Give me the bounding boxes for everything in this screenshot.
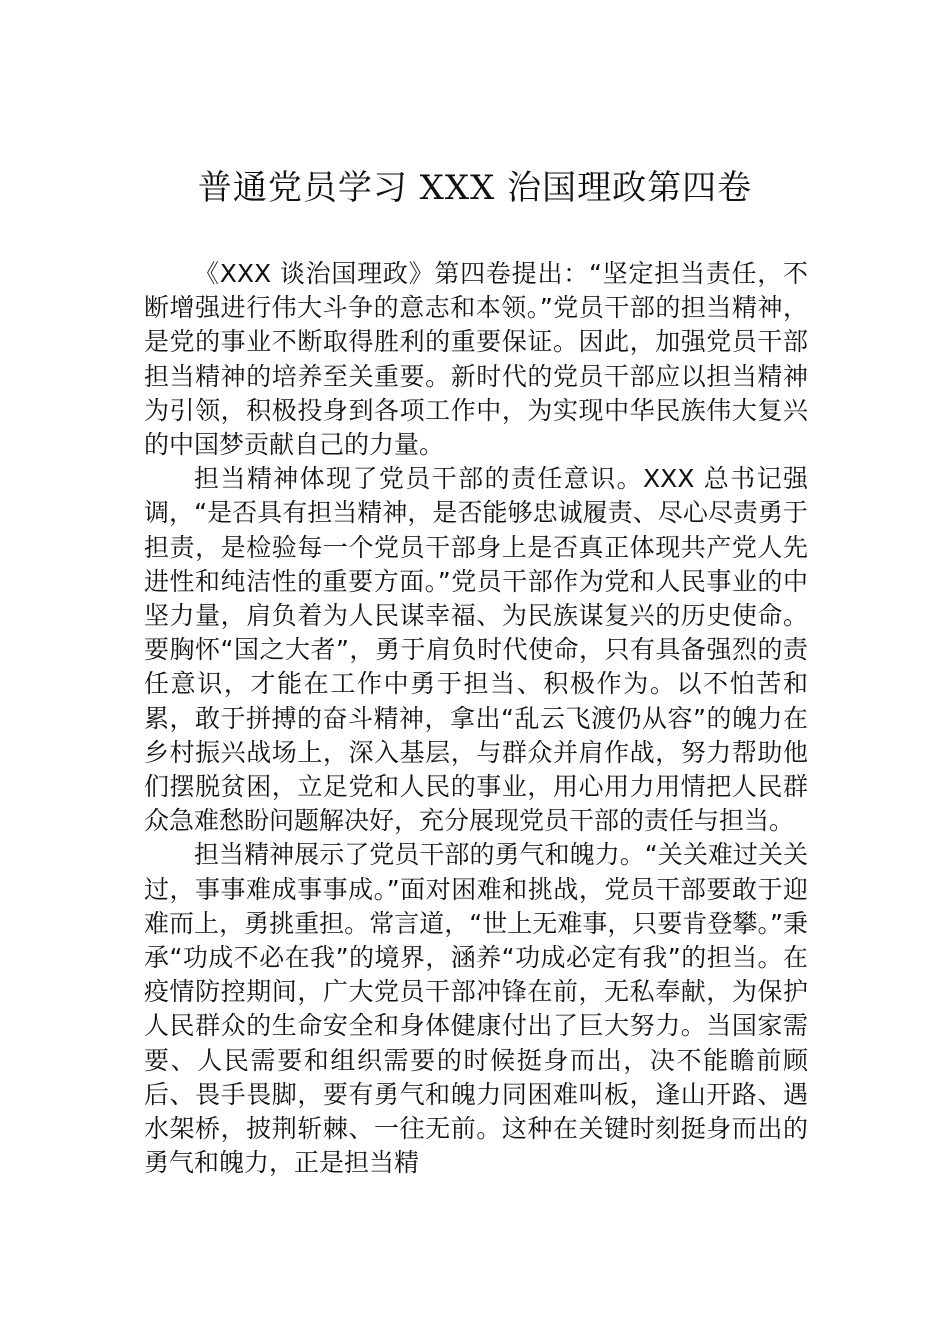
- paragraph-2: 担当精神体现了党员干部的责任意识。XXX 总书记强调，“是否具有担当精神，是否能够忠诚履责、尽心尽责勇于担责，是检验每一个党员干部身上是否真正体现共产党人先进性和纯洁性的重要方面。”党员干部作为党和人民事业的中坚力量，肩负着为人民谋幸福、为民族谋复兴的历史使命。要胸怀“国之大者”，勇于肩负时代使命，只有具备强烈的责任意识，才能在工作中勇于担当、积极作为。以不怕苦和累，敢于拼搏的奋斗精神，拿出“乱云飞渡仍从容”的魄力在乡村振兴战场上，深入基层，与群众并肩作战，努力帮助他们摆脱贫困，立足党和人民的事业，用心用力用情把人民群众急难愁盼问题解决好，充分展现党员干部的责任与担当。: [144, 464, 808, 836]
- paragraph-1: 《XXX 谈治国理政》第四卷提出：“坚定担当责任，不断增强进行伟大斗争的意志和本领。”党员干部的担当精神，是党的事业不断取得胜利的重要保证。因此，加强党员干部担当精神的培养至关重要。新时代的党员干部应以担当精神为引领，积极投身到各项工作中，为实现中华民族伟大复兴的中国梦贡献自己的力量。: [144, 259, 808, 460]
- document-title: 普通党员学习 XXX 治国理政第四卷: [197, 168, 753, 208]
- paragraph-3: 担当精神展示了党员干部的勇气和魄力。“关关难过关关过，事事难成事事成。”面对困难和挑战，党员干部要敢于迎难而上，勇挑重担。常言道，“世上无难事，只要肯登攀。”秉承“功成不必在我”的境界，涵养“功成必定有我”的担当。在疫情防控期间，广大党员干部冲锋在前，无私奉献，为保护人民群众的生命安全和身体健康付出了巨大努力。当国家需要、人民需要和组织需要的时候挺身而出，决不能瞻前顾后、畏手畏脚，要有勇气和魄力同困难叫板，逢山开路、遇水架桥，披荆斩棘、一往无前。这种在关键时刻挺身而出的勇气和魄力，正是担当精: [144, 840, 808, 1178]
- document-body: [144, 257, 808, 1180]
